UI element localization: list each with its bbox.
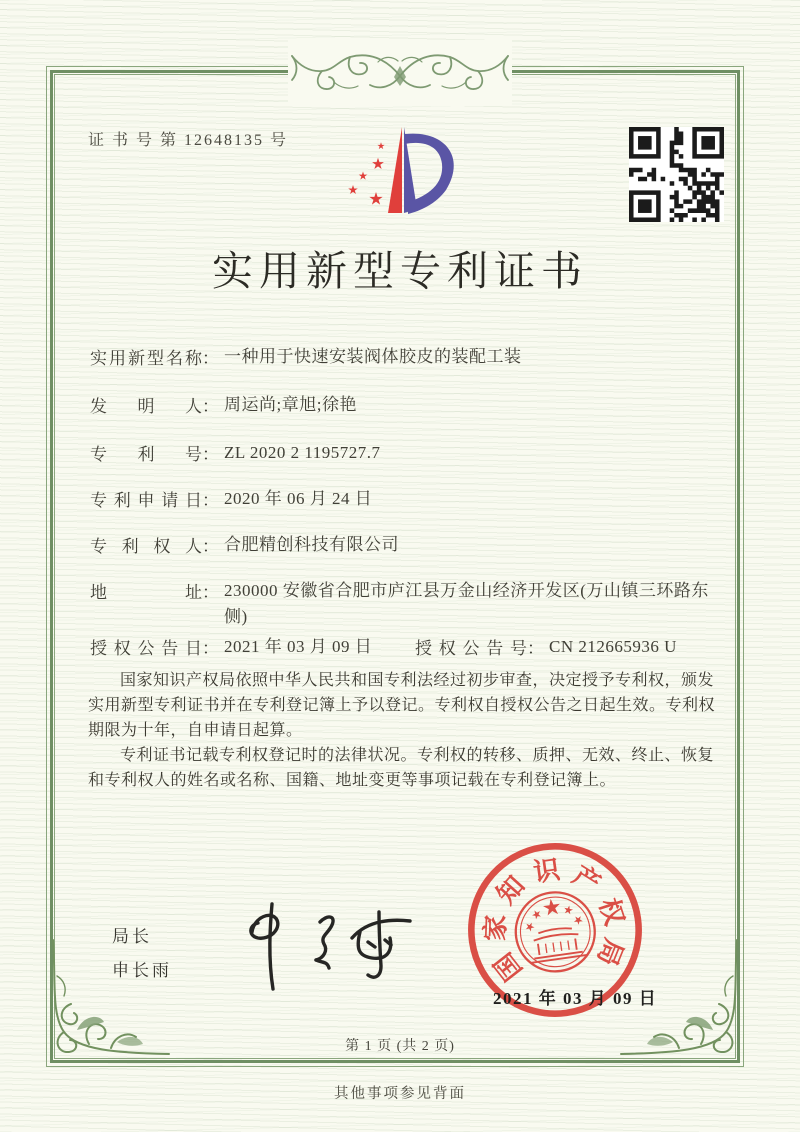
field-row-filing-date bbox=[90, 486, 372, 512]
seal-char: 识 bbox=[531, 855, 562, 888]
certificate-title: 实用新型专利证书 bbox=[212, 248, 588, 294]
field-colon: ： bbox=[202, 445, 219, 464]
field-label: 专利权人 bbox=[90, 537, 202, 556]
field-colon: ： bbox=[202, 491, 219, 510]
legal-paragraph-2: 专利证书记载专利权登记时的法律状况。专利权的转移、质押、无效、终止、恢复和专利权人的姓名或名称、国籍、地址变更等事项记载在专利登记簿上。 bbox=[88, 747, 715, 789]
back-side-note: 其他事项参见背面 bbox=[334, 1086, 466, 1102]
field-colon: ： bbox=[202, 639, 219, 658]
field-label: 专利号 bbox=[90, 445, 202, 464]
field-colon: ： bbox=[202, 583, 219, 602]
field-label: 授权公告号 bbox=[415, 639, 527, 658]
cnipa-logo-icon bbox=[336, 114, 476, 226]
seal-char: 权 bbox=[593, 894, 630, 929]
seal-char: 局 bbox=[591, 934, 629, 970]
field-label: 授权公告日 bbox=[90, 639, 202, 658]
field-row-grant bbox=[90, 634, 730, 660]
grant-date-value: 2021 年 03 月 09 日 bbox=[224, 637, 373, 656]
field-row-address bbox=[90, 578, 729, 630]
field-colon: ： bbox=[202, 537, 219, 556]
seal-date: 2021 年 03 月 09 日 bbox=[493, 989, 658, 1008]
field-colon: ： bbox=[202, 397, 219, 416]
certificate-number: 证 书 号 第 12648135 号 bbox=[88, 132, 289, 149]
seal-char: 国 bbox=[488, 947, 528, 986]
field-value: 合肥精创科技有限公司 bbox=[224, 535, 399, 554]
field-row-patentee bbox=[90, 532, 399, 558]
field-value: 2020 年 06 月 24 日 bbox=[224, 489, 373, 508]
field-label: 发明人 bbox=[90, 397, 202, 416]
field-label: 专利申请日 bbox=[90, 491, 202, 510]
commissioner-name: 申长雨 bbox=[112, 961, 172, 980]
legal-text-block bbox=[88, 668, 724, 793]
corner-flourish-left-icon bbox=[47, 936, 173, 1062]
field-row-name bbox=[90, 344, 522, 370]
seal-char: 产 bbox=[567, 860, 606, 900]
commissioner-title: 局长 bbox=[112, 927, 152, 946]
top-flourish-ornament-icon bbox=[288, 40, 512, 106]
field-colon: ： bbox=[202, 349, 219, 368]
field-label: 地址 bbox=[90, 583, 202, 602]
seal-char: 知 bbox=[491, 870, 531, 910]
field-colon: ： bbox=[527, 639, 544, 658]
page-number: 第 1 页 (共 2 页) bbox=[345, 1039, 455, 1054]
field-label: 实用新型名称 bbox=[90, 349, 202, 368]
field-row-inventors bbox=[90, 392, 357, 418]
field-value: 周运尚;章旭;徐艳 bbox=[224, 395, 357, 414]
legal-paragraph-1: 国家知识产权局依照中华人民共和国专利法经过初步审查，决定授予专利权，颁发实用新型专利证书并在专利登记簿上予以登记。专利权自授权公告之日起生效。专利权期限为十年，自申请日起算。 bbox=[88, 672, 716, 739]
field-value: 230000 安徽省合肥市庐江县万金山经济开发区(万山镇三环路东侧) bbox=[224, 581, 709, 626]
grant-number-value: CN 212665936 U bbox=[549, 637, 677, 656]
qr-code bbox=[629, 127, 724, 222]
field-row-patent-number bbox=[90, 440, 381, 466]
seal-char: 家 bbox=[480, 914, 511, 942]
field-value: 一种用于快速安装阀体胶皮的装配工装 bbox=[224, 347, 522, 366]
shen-changyu-signature-icon bbox=[228, 892, 414, 994]
field-value: ZL 2020 2 1195727.7 bbox=[224, 443, 381, 462]
